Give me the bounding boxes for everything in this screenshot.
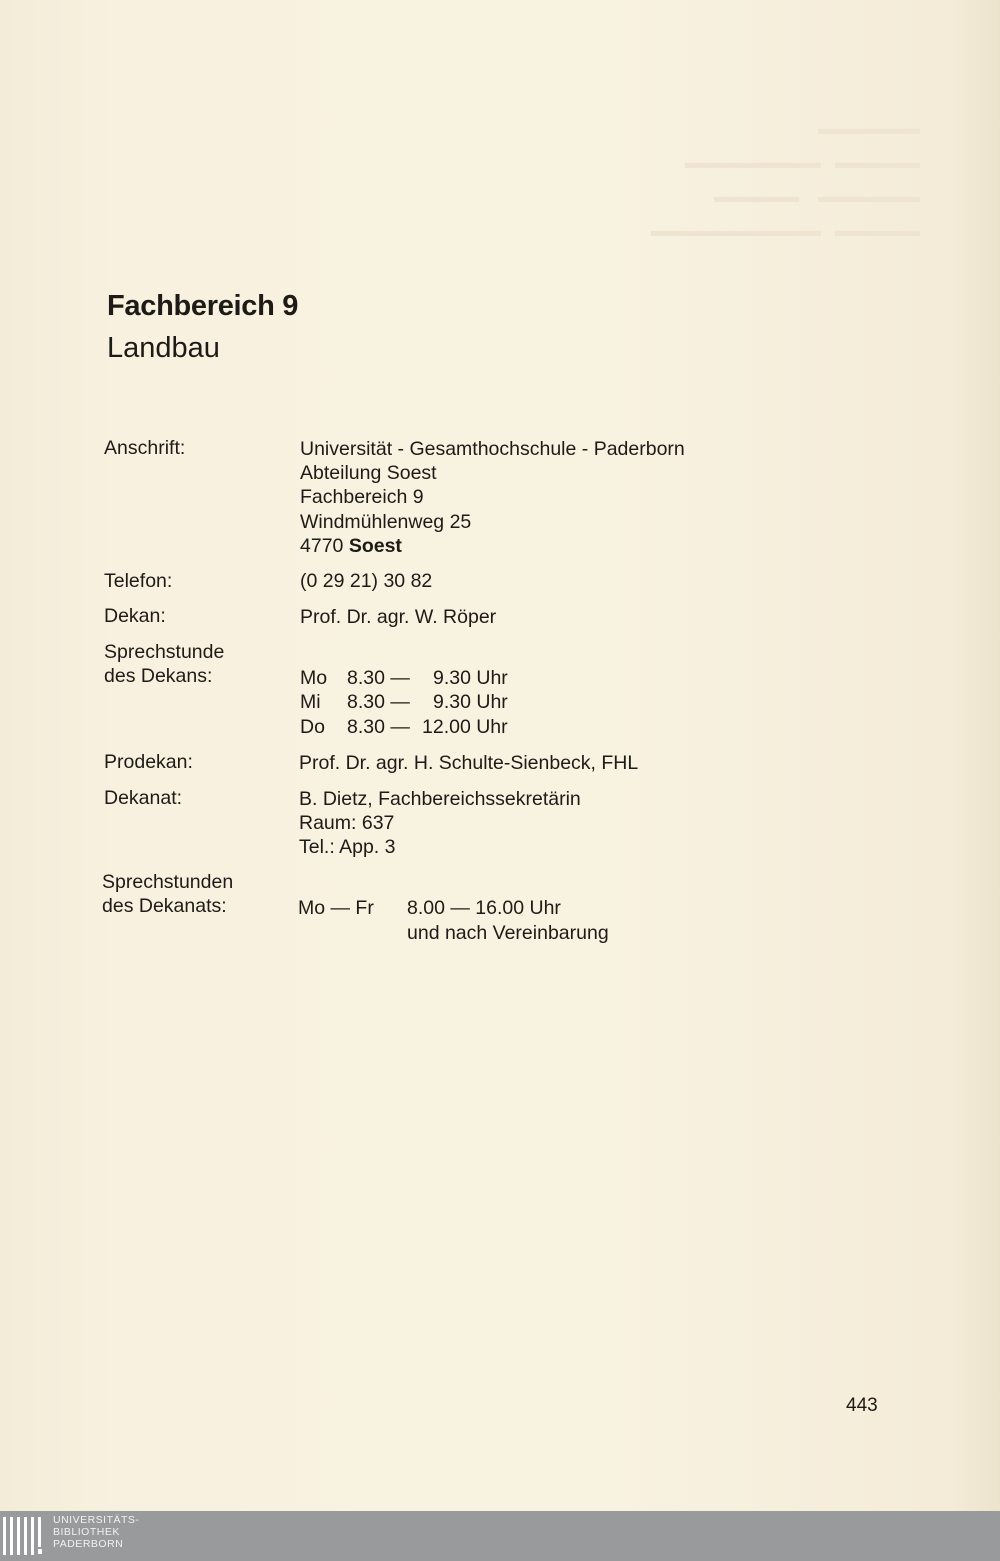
address-line-5 <box>300 534 402 559</box>
dekan-value: Prof. Dr. agr. W. Röper <box>300 606 497 628</box>
page-number: 443 <box>846 1395 878 1416</box>
address-line-4: Windmühlenweg 25 <box>300 511 472 533</box>
sprechstunden-dekanat-label-1: Sprechstunden <box>102 871 234 893</box>
show-through-text: ▬▬▬▬▬▬ ▬▬▬▬▬ ▬▬▬▬▬▬▬▬ ▬▬▬▬▬▬ ▬▬▬▬▬ ▬▬▬▬▬ ▬▬▬▬▬▬▬▬▬▬ <box>650 119 920 240</box>
sprechstunde-day: Mi <box>300 691 321 713</box>
city: Soest <box>348 535 402 557</box>
address-line-3: Fachbereich 9 <box>300 486 424 508</box>
prodekan-label: Prodekan: <box>104 751 193 773</box>
dekanat-line-3: Tel.: App. 3 <box>299 836 396 858</box>
dekanat-line-2: Raum: 637 <box>299 812 395 834</box>
library-logo-icon <box>3 1517 43 1555</box>
address-line-1: Universität - Gesamthochschule - Paderborn <box>300 438 685 460</box>
sprechstunde-to: 9.30 Uhr <box>433 667 508 689</box>
dekanat-line-1: B. Dietz, Fachbereichssekretärin <box>299 788 581 810</box>
sprechstunde-to: 9.30 Uhr <box>433 691 508 713</box>
telefon-value: (0 29 21) 30 82 <box>300 570 433 592</box>
sprechstunde-dekan-label-2: des Dekans: <box>104 665 213 687</box>
dekanat-days: Mo — Fr <box>298 897 374 919</box>
sprechstunde-from: 8.30 — <box>347 716 410 738</box>
telefon-label: Telefon: <box>104 570 173 592</box>
dekanat-time: 8.00 — 16.00 Uhr <box>407 897 561 919</box>
footer-line-2: BIBLIOTHEK <box>53 1526 120 1538</box>
postcode: 4770 <box>300 535 344 557</box>
sprechstunde-dekan-label-1: Sprechstunde <box>104 641 225 663</box>
footer-line-3: PADERBORN <box>53 1538 124 1550</box>
anschrift-label: Anschrift: <box>104 437 186 459</box>
address-line-2: Abteilung Soest <box>300 462 437 484</box>
prodekan-value: Prof. Dr. agr. H. Schulte-Sienbeck, FHL <box>299 752 639 774</box>
dekanat-note: und nach Vereinbarung <box>407 922 609 944</box>
sprechstunde-from: 8.30 — <box>347 667 410 689</box>
sprechstunde-day: Do <box>300 716 325 738</box>
sprechstunde-day: Mo <box>300 667 328 689</box>
footer-line-1: UNIVERSITÄTS- <box>53 1514 140 1526</box>
sprechstunde-to: 12.00 Uhr <box>422 716 508 738</box>
page-title: Fachbereich 9 <box>107 290 299 322</box>
sprechstunden-dekanat-label-2: des Dekanats: <box>102 895 227 917</box>
library-footer <box>0 1511 1000 1561</box>
dekan-label: Dekan: <box>104 605 166 627</box>
dekanat-label: Dekanat: <box>104 787 183 809</box>
sprechstunde-from: 8.30 — <box>347 691 410 713</box>
page-subtitle: Landbau <box>107 332 220 364</box>
